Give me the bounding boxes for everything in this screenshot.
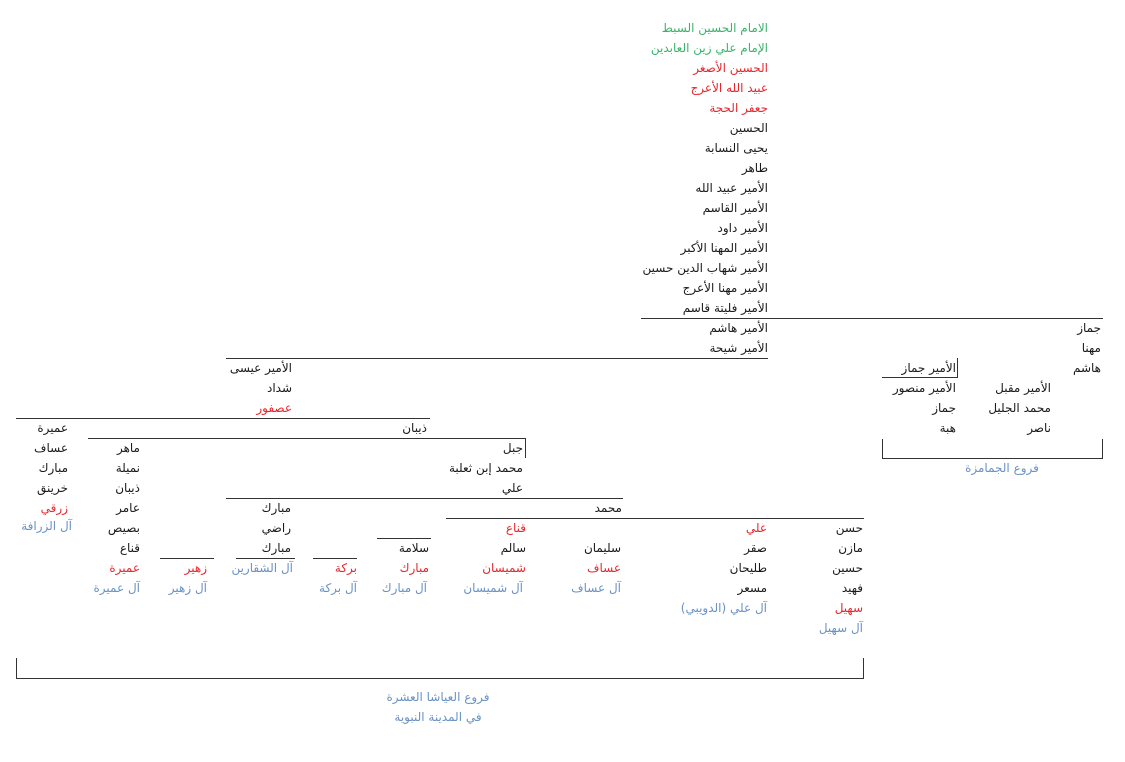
node-shamisan: شميسان [482, 561, 526, 575]
lineage-node: الحسين الأصغر [693, 61, 768, 75]
lineage-node: الأمير داود [717, 221, 768, 235]
lineage-node: الحسين [729, 121, 768, 135]
node-muhammad-jalil: محمد الجليل [988, 401, 1051, 415]
connector-line [226, 498, 623, 499]
node-amir-shiha: الأمير شيحة [709, 341, 768, 355]
node-muhammad: محمد [594, 501, 622, 515]
node-assaf-z: عساف [34, 441, 68, 455]
node-asfour: عصفور [256, 401, 292, 415]
connector-line [226, 358, 768, 359]
node-amir-isa: الأمير عيسى [229, 361, 292, 375]
title-assaf: آل عساف [571, 581, 621, 595]
node-misar: مسعر [737, 581, 767, 595]
node-qannaa-u: قناع [119, 541, 140, 555]
node-amir-jammaz: الأمير جماز [901, 361, 956, 375]
lineage-node: الأمير عبيد الله [695, 181, 768, 195]
node-salim: سالم [500, 541, 526, 555]
connector-line [16, 418, 430, 419]
title-suhail: آل سهيل [818, 621, 863, 635]
node-salama: سلامة [398, 541, 429, 555]
node-assaf: عساف [587, 561, 621, 575]
node-zarqi: زرقي [40, 501, 68, 515]
connector-line [236, 558, 295, 559]
title-zarafa: آل الزرافة [21, 519, 72, 533]
node-jammaz: جماز [932, 401, 956, 415]
lineage-node: جعفر الحجة [709, 101, 768, 115]
node-muhammad-thaalaba: محمد إبن ثعلبة [448, 461, 523, 475]
node-husain: حسين [832, 561, 863, 575]
bracket-line [1102, 439, 1103, 459]
node-hasan: حسن [835, 521, 863, 535]
title-shamisan: آل شميسان [463, 581, 523, 595]
node-jabal: جبل [502, 441, 523, 455]
connector-line [957, 358, 958, 378]
title-shafareen: آل الشقارين [231, 561, 293, 575]
node-baraka: بركة [334, 561, 357, 575]
lineage-node: عبيد الله الأعرج [690, 81, 768, 95]
node-saqr: صقر [744, 541, 767, 555]
node-dhiban-u: ذيبان [115, 481, 140, 495]
node-fuhaid: فهيد [841, 581, 863, 595]
title-baraka: آل بركة [319, 581, 357, 595]
node-nasser: ناصر [1027, 421, 1051, 435]
node-numaila: نميلة [115, 461, 140, 475]
node-umayra: عميرة [109, 561, 140, 575]
title-mubarak: آل مبارك [381, 581, 427, 595]
connector-line [313, 558, 357, 559]
node-tulaihan: طليحان [729, 561, 767, 575]
connector-line [377, 538, 431, 539]
node-mubarak-z: مبارك [38, 461, 68, 475]
lineage-node: الأمير القاسم [702, 201, 768, 215]
footer-title: فروع العياشا العشرة [386, 690, 490, 704]
node-umayra-top: عميرة [37, 421, 68, 435]
node-mubarak-s2: مبارك [261, 541, 291, 555]
title-jamamiza: فروع الجمامزة [965, 461, 1039, 475]
node-maher: ماهر [116, 441, 140, 455]
lineage-node: الأمير المهنا الأكبر [680, 241, 768, 255]
node-muhanna-ancestor: مهنا [1081, 341, 1101, 355]
connector-line [525, 438, 526, 458]
node-khurainiq: خرينق [36, 481, 68, 495]
node-dhiban: ذيبان [402, 421, 427, 435]
lineage-node: الإمام علي زين العابدين [650, 41, 768, 55]
bracket-line [16, 678, 864, 679]
node-mubarak-s1: مبارك [261, 501, 291, 515]
lineage-node: الأمير فليتة قاسم [682, 301, 768, 315]
lineage-node: يحيى النسابة [704, 141, 768, 155]
lineage-node: الامام الحسين السبط [661, 21, 768, 35]
node-amir-hashim: الأمير هاشم [709, 321, 768, 335]
node-shaddad: شداد [266, 381, 292, 395]
node-mubarak-m: مبارك [399, 561, 429, 575]
bracket-line [882, 439, 883, 459]
title-zuhair: آل زهير [168, 581, 207, 595]
node-hiba: هبة [939, 421, 956, 435]
lineage-node: الأمير مهنا الأعرج [682, 281, 768, 295]
node-jammaz-ancestor: جماز [1077, 321, 1101, 335]
node-amir-muqbil: الأمير مقبل [995, 381, 1051, 395]
node-amer: عامر [116, 501, 140, 515]
title-umayra: آل عميرة [93, 581, 140, 595]
connector-line [88, 438, 526, 439]
lineage-node: الأمير شهاب الدين حسين [642, 261, 768, 275]
node-hashim-ancestor: هاشم [1072, 361, 1101, 375]
node-zuhair: زهير [184, 561, 207, 575]
node-busais: بصيص [107, 521, 140, 535]
node-radi: راضي [261, 521, 291, 535]
node-amir-mansour: الأمير منصور [892, 381, 956, 395]
connector-line [160, 558, 214, 559]
title-ali-dwaibi: آل علي (الدويبي) [680, 601, 767, 615]
node-suhail: سهيل [834, 601, 863, 615]
node-mazen: مازن [838, 541, 863, 555]
bracket-line [882, 458, 1103, 459]
bracket-line [16, 658, 17, 678]
lineage-node: طاهر [741, 161, 768, 175]
connector-line [446, 518, 864, 519]
connector-line [882, 377, 958, 378]
node-ali-j: علي [501, 481, 523, 495]
bracket-line [863, 658, 864, 678]
connector-line [641, 318, 1103, 319]
node-qannaa: قناع [505, 521, 526, 535]
node-suleiman: سليمان [583, 541, 621, 555]
footer-subtitle: في المدينة النبوية [394, 710, 482, 724]
node-ali: علي [745, 521, 767, 535]
